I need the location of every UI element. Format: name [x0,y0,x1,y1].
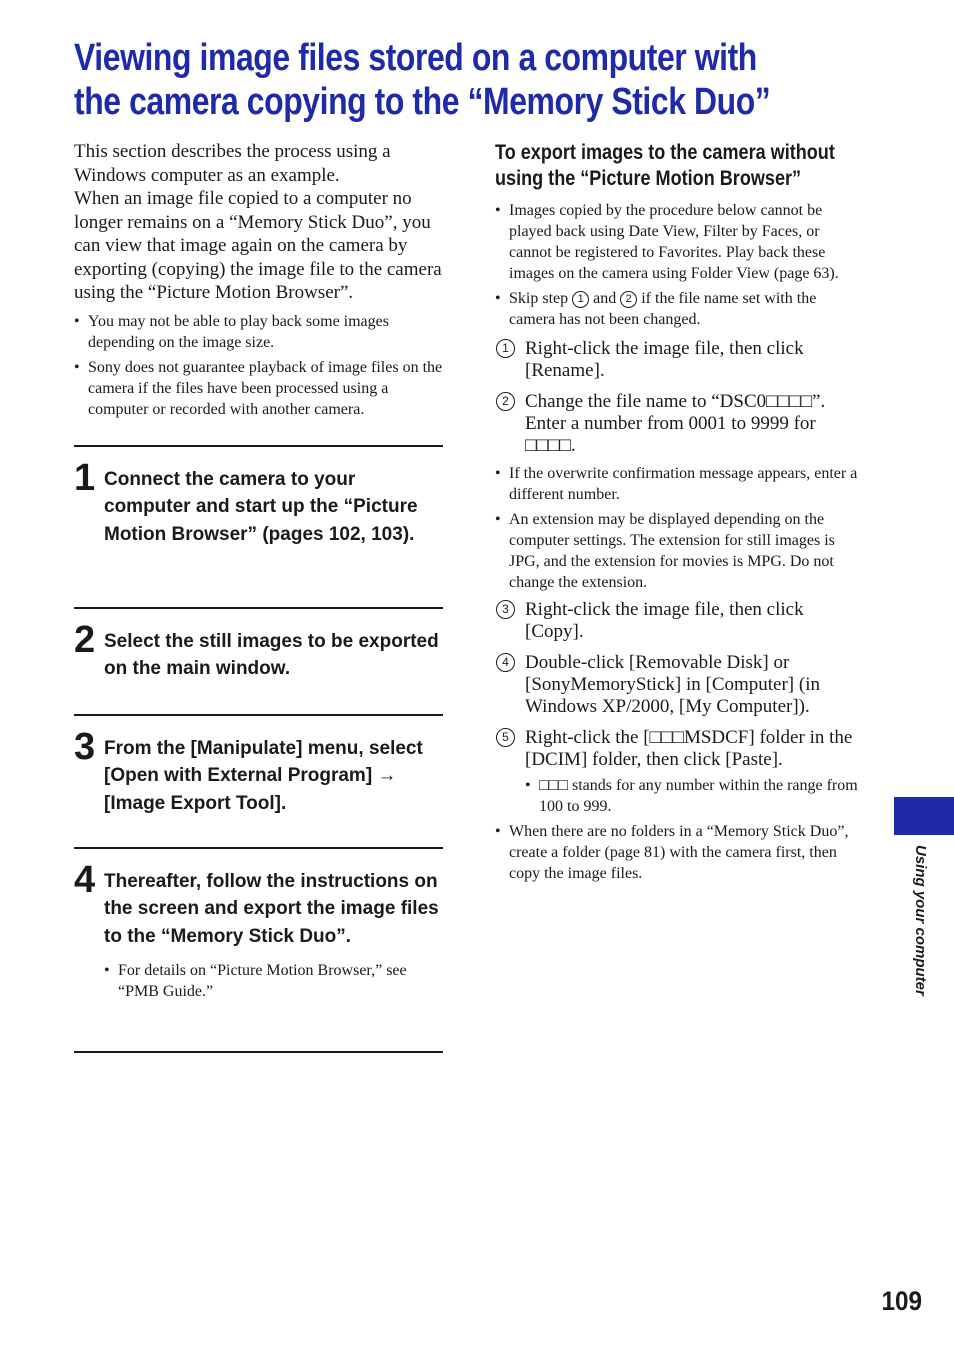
step-number: 1 [74,456,96,499]
step-text: Thereafter, follow the instructions on the screen and export the image files to the “Memory Stick Duo”. [104,870,439,947]
intro-notes [74,311,443,420]
export-final-notes [495,821,863,884]
export-step-5-subnotes [525,775,863,817]
step-number: 4 [74,858,96,901]
step-text: Connect the camera to your computer and start up the “Picture Motion Browser” (pages 102, 103). [104,468,418,545]
note-text: and [593,290,617,307]
step-number: 2 [74,618,96,661]
export-step-5 [495,727,863,771]
circled-number-icon: 4 [496,653,515,672]
list-item: • For details on “Picture Motion Browser,” see “PMB Guide.” [104,960,443,1002]
intro-paragraph-1: This section describes the process using a Windows computer as an example. [74,141,391,186]
export-heading-line-2: using the “Picture Motion Browser” [495,167,802,190]
circled-number-icon: 5 [496,728,515,747]
step-circle-2-icon: 2 [620,291,637,308]
page-title-line-2: the camera copying to the “Memory Stick Duo” [74,81,771,123]
right-column [495,140,863,888]
export-heading-line-1: To export images to the camera without [495,141,835,164]
step-text: Select the still images to be exported on the main window. [104,630,439,679]
note-text: Skip step [509,290,569,307]
export-step-text: Right-click the [□□□MSDCF] folder in the [DCIM] folder, then click [Paste]. [525,727,853,770]
step-3 [74,714,443,847]
list-item: • Sony does not guarantee playback of image files on the camera if the files have been processed using a computer or recorded with another camera. [74,357,443,420]
left-column [74,140,443,1053]
step-1 [74,445,443,607]
section-side-label: Using your computer [912,845,929,996]
export-step-text: Change the file name to “DSC0□□□□”. Enter a number from 0001 to 9999 for □□□□. [525,391,826,456]
export-step-text: Right-click the image file, then click [Copy]. [525,599,804,642]
export-step-3 [495,599,863,643]
circled-number-icon: 3 [496,600,515,619]
steps-bottom-rule [74,1051,443,1053]
export-step-1 [495,338,863,382]
export-step-2 [495,391,863,457]
circled-number-icon: 2 [496,392,515,411]
step-circle-1-icon: 1 [572,291,589,308]
list-item: • You may not be able to play back some images depending on the image size. [74,311,443,353]
page-number: 109 [881,1286,922,1316]
list-item: • Images copied by the procedure below cannot be played back using Date View, Filter by Faces, or cannot be registered to Favorites. Play back these images on the camera using Folder View (page 63). [495,200,863,284]
export-step-2-notes [495,463,863,593]
step-4 [74,847,443,1051]
export-heading [495,140,863,192]
export-step-4 [495,652,863,718]
export-step-text: Right-click the image file, then click [Rename]. [525,338,804,381]
list-item: • □□□ stands for any number within the range from 100 to 999. [525,775,863,817]
export-step-text: Double-click [Removable Disk] or [SonyMemoryStick] in [Computer] (in Windows XP/2000, [My Computer]). [525,652,820,717]
list-item: • An extension may be displayed depending on the computer settings. The extension for still images is JPG, and the extension for movies is MPG. Do not change the extension. [495,509,863,593]
step-4-notes [104,960,443,1002]
export-notes [495,200,863,330]
list-item: • If the overwrite confirmation message appears, enter a different number. [495,463,863,505]
intro-paragraph-2: When an image file copied to a computer no longer remains on a “Memory Stick Duo”, you can view that image again on the camera by exporting (copying) the image file to the camera using the “Picture Motion Browser”. [74,188,442,303]
step-2 [74,607,443,714]
section-tab [894,797,954,835]
step-text: From the [Manipulate] menu, select [Open with External Program] → [Image Export Tool]. [104,737,423,814]
step-number: 3 [74,725,96,768]
list-item [495,288,863,330]
list-item: • When there are no folders in a “Memory Stick Duo”, create a folder (page 81) with the camera first, then copy the image files. [495,821,863,884]
note-text: if the file name set with the camera has not been changed. [509,290,817,328]
page-title-line-1: Viewing image files stored on a computer with [74,37,757,79]
page-title [74,36,904,124]
circled-number-icon: 1 [496,339,515,358]
